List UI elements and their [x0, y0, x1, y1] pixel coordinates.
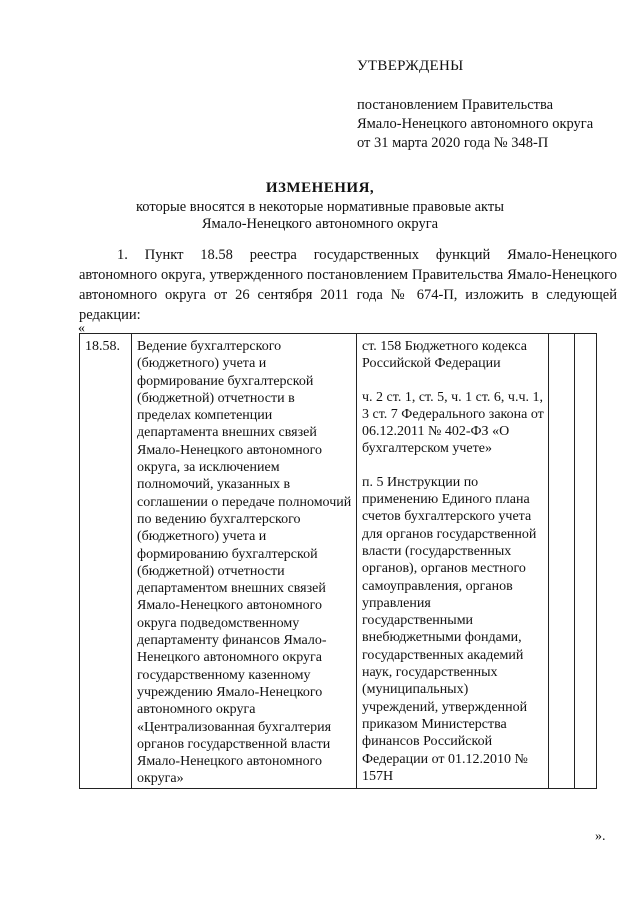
subtitle-line: которые вносятся в некоторые нормативные правовые акты: [135, 199, 504, 215]
closing-quote: ».: [595, 829, 606, 844]
approval-title: УТВЕРЖДЕНЫ: [357, 58, 464, 74]
empty-cell: [575, 334, 597, 789]
decree-line: от 31 марта 2020 года № 348-П: [357, 135, 549, 151]
empty-cell: [549, 334, 575, 789]
document-subtitle: [0, 199, 640, 233]
approval-decree: [357, 96, 627, 153]
document-title: ИЗМЕНЕНИЯ,: [265, 180, 375, 196]
item-number-cell: 18.58.: [80, 334, 132, 789]
legal-basis-item: ч. 2 ст. 1, ст. 5, ч. 1 ст. 6, ч.ч. 1, 3 ст. 7 Федерального закона от 06.12.2011 № 402-ФЗ «О бухгалтерском учете»: [362, 389, 544, 457]
subtitle-line: Ямало-Ненецкого автономного округа: [201, 216, 439, 232]
opening-quote: «: [78, 321, 85, 336]
registry-table: [79, 333, 597, 789]
decree-line: Ямало-Ненецкого автономного округа: [357, 116, 594, 132]
paragraph-1: 1. Пункт 18.58 реестра государственных функций Ямало-Ненецкого автономного округа, утвержденного постановлением Правительства Ямало-Ненецкого автономного округа от 26 сентября 2011 года № 674-П, изложить в следующей редакции:: [79, 247, 617, 323]
legal-basis-cell: [357, 334, 549, 789]
legal-basis-item: ст. 158 Бюджетного кодекса Российской Федерации: [362, 339, 527, 372]
table-row: [80, 334, 597, 789]
function-name-cell: Ведение бухгалтерского (бюджетного) учета и формирование бухгалтерской (бюджетной) отчетности в пределах компетенции департамента внешних связей Ямало-Ненецкого автономного округа, за исключением полномочий, указанных в соглашении о передаче полномочий по ведению бухгалтерского (бюджетного) учета и формированию бухгалтерской (бюджетной) отчетности департаментом внешних связей Ямало-Ненецкого автономного округа подведомственному департаменту финансов Ямало-Ненецкого автономного округа государственному казенному учреждению Ямало-Ненецкого автономного округа «Централизованная бухгалтерия органов государственной власти Ямало-Ненецкого автономного округа»: [132, 334, 357, 789]
decree-line: постановлением Правительства: [357, 97, 554, 113]
legal-basis-item: п. 5 Инструкции по применению Единого плана счетов бухгалтерского учета для органов государственной власти (государственных органов), органов местного самоуправления, органов управления государственными внебюджетными фондами, государственных академий наук, государственных (муниципальных) учреждений, утвержденной приказом Министерства финансов Российской Федерации от 01.12.2010 № 157Н: [362, 474, 537, 784]
